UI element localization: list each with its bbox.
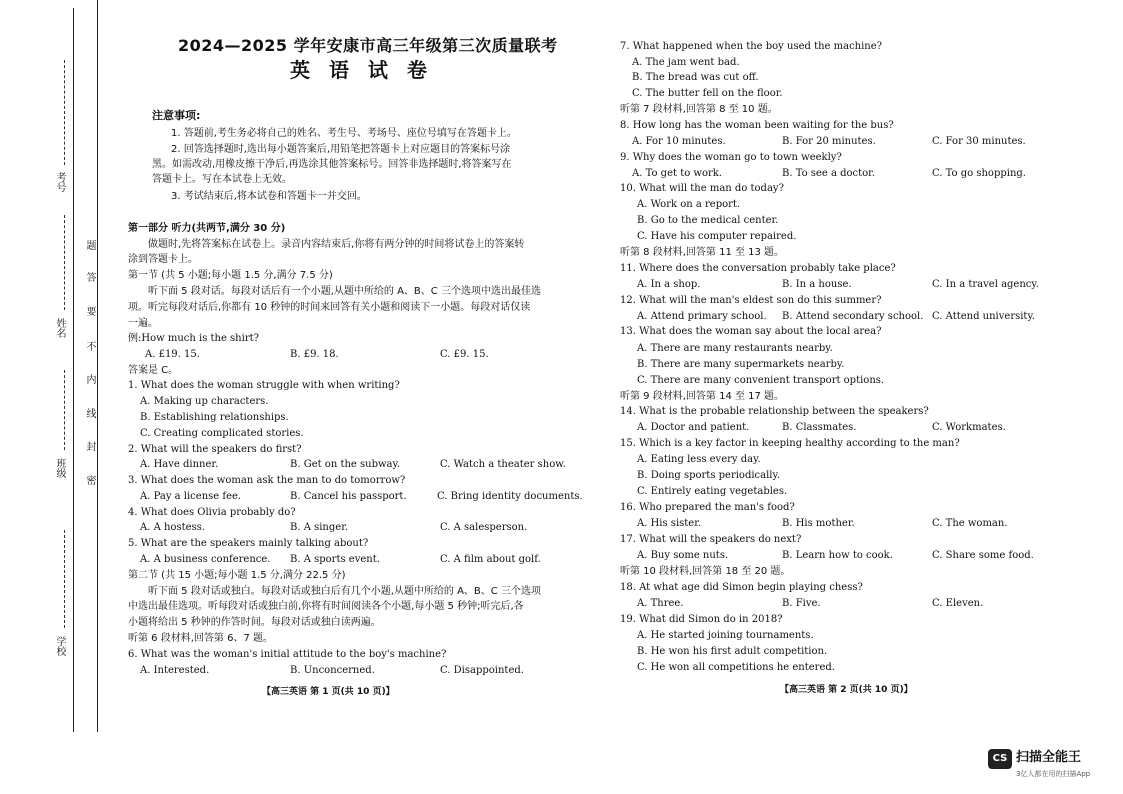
option-a: A. Three. <box>637 598 684 609</box>
option-a: A. Attend primary school. <box>637 311 767 322</box>
question-text: 2. What will the speakers do first? <box>128 444 302 455</box>
option-a: A. Pay a license fee. <box>140 491 242 502</box>
page-footer: 【高三英语 第 1 页(共 10 页)】 <box>262 687 395 697</box>
example-answer: 答案是 C。 <box>128 365 179 376</box>
option-c: C. A film about golf. <box>440 554 541 565</box>
question-text: 6. What was the woman's initial attitude to the boy's machine? <box>128 649 447 660</box>
option-c: C. Share some food. <box>932 550 1034 561</box>
option-c: C. Workmates. <box>932 422 1006 433</box>
option-b: B. The bread was cut off. <box>632 72 759 83</box>
option-c: C. Entirely eating vegetables. <box>637 486 788 497</box>
option-c: C. Creating complicated stories. <box>140 428 304 439</box>
material-heading: 听第 10 段材料,回答第 18 至 20 题。 <box>620 566 791 577</box>
seal-char: 内 <box>84 374 95 384</box>
option-b: B. Learn how to cook. <box>782 550 893 561</box>
option-a: A. In a shop. <box>637 279 701 290</box>
option-a: A. There are many restaurants nearby. <box>637 343 833 354</box>
seal-char: 不 <box>84 341 95 351</box>
section2-intro: 小题将给出 5 秒钟的作答时间。每段对话或独白读两遍。 <box>128 617 381 628</box>
option-c: C. Have his computer repaired. <box>637 231 797 242</box>
option-b: B. Attend secondary school. <box>782 311 924 322</box>
option-b: B. To see a doctor. <box>782 168 876 179</box>
option-a: A. The jam went bad. <box>632 57 740 68</box>
option-a: A. He started joining tournaments. <box>637 630 814 641</box>
option-c: C. For 30 minutes. <box>932 136 1026 147</box>
question-text: 17. What will the speakers do next? <box>620 534 802 545</box>
question-text: 4. What does Olivia probably do? <box>128 507 296 518</box>
option-c: C. Bring identity documents. <box>437 491 583 502</box>
option-a: A. Buy some nuts. <box>637 550 729 561</box>
question-text: 10. What will the man do today? <box>620 183 784 194</box>
notice-line: 1. 答题前,考生务必将自己的姓名、考生号、考场号、座位号填写在答题卡上。 <box>171 128 517 139</box>
notice-heading: 注意事项: <box>152 109 201 122</box>
part1-intro: 做题时,先将答案标在试卷上。录音内容结束后,你将有两分钟的时间将试卷上的答案转 <box>148 239 525 250</box>
example-question: 例:How much is the shirt? <box>128 333 259 344</box>
option-c: C. Attend university. <box>932 311 1035 322</box>
scanner-app-name: 扫描全能王 <box>1016 750 1082 765</box>
option-c: C. Watch a theater show. <box>440 459 566 470</box>
question-text: 14. What is the probable relationship between the speakers? <box>620 406 929 417</box>
option-b: B. A sports event. <box>290 554 380 565</box>
option-b: B. His mother. <box>782 518 855 529</box>
class-label: 班级 <box>54 458 65 478</box>
seal-char: 线 <box>84 408 95 418</box>
option-c: C. To go shopping. <box>932 168 1026 179</box>
material-heading: 听第 6 段材料,回答第 6、7 题。 <box>128 633 273 644</box>
notice-line: 2. 回答选择题时,选出每小题答案后,用铅笔把答题卡上对应题目的答案标号涂 <box>171 144 511 155</box>
scanner-tagline: 3亿人都在用的扫描App <box>1016 770 1091 778</box>
option-a: A. Making up characters. <box>140 396 269 407</box>
name-blank <box>64 215 65 310</box>
subject-title: 英 语 试 卷 <box>290 58 433 82</box>
example-option-a: A. £19. 15. <box>145 349 200 360</box>
question-text: 8. How long has the woman been waiting for the bus? <box>620 120 894 131</box>
option-c: C. A salesperson. <box>440 522 528 533</box>
option-a: A. Doctor and patient. <box>637 422 750 433</box>
question-text: 16. Who prepared the man's food? <box>620 502 795 513</box>
option-c: C. In a travel agency. <box>932 279 1039 290</box>
option-c: C. He won all competitions he entered. <box>637 662 835 673</box>
section2-intro: 中选出最佳选项。听每段对话或独白前,你将有时间阅读各个小题,每小题 5 秒钟;听完后,各 <box>128 601 524 612</box>
option-c: C. The butter fell on the floor. <box>632 88 783 99</box>
scanner-logo-icon: CS <box>988 749 1012 769</box>
question-text: 18. At what age did Simon begin playing chess? <box>620 582 863 593</box>
question-text: 15. Which is a key factor in keeping healthy according to the man? <box>620 438 960 449</box>
option-a: A. Eating less every day. <box>637 454 761 465</box>
option-b: B. Go to the medical center. <box>637 215 779 226</box>
section2-heading: 第二节 (共 15 小题;每小题 1.5 分,满分 22.5 分) <box>128 570 346 581</box>
question-text: 19. What did Simon do in 2018? <box>620 614 783 625</box>
option-c: C. Eleven. <box>932 598 984 609</box>
exam-number-blank <box>64 60 65 165</box>
option-b: B. In a house. <box>782 279 852 290</box>
material-heading: 听第 7 段材料,回答第 8 至 10 题。 <box>620 104 778 115</box>
option-b: B. For 20 minutes. <box>782 136 876 147</box>
option-b: B. Five. <box>782 598 821 609</box>
binding-line-right <box>97 0 98 732</box>
exam-number-label: 考号 <box>54 172 65 192</box>
question-text: 7. What happened when the boy used the machine? <box>620 41 883 52</box>
page-footer: 【高三英语 第 2 页(共 10 页)】 <box>780 685 913 695</box>
section1-intro: 一遍。 <box>128 318 158 329</box>
option-a: A. To get to work. <box>632 168 723 179</box>
section2-intro: 听下面 5 段对话或独白。每段对话或独白后有几个小题,从题中所给的 A、B、C 三个选项 <box>148 586 541 597</box>
option-b: B. Doing sports periodically. <box>637 470 781 481</box>
part1-intro: 涂到答题卡上。 <box>128 254 198 265</box>
option-b: B. Unconcerned. <box>290 665 375 676</box>
seal-char: 封 <box>84 441 95 451</box>
question-text: 13. What does the woman say about the local area? <box>620 326 882 337</box>
seal-char: 答 <box>84 272 95 282</box>
option-a: A. For 10 minutes. <box>632 136 726 147</box>
notice-line: 答题卡上。写在本试卷上无效。 <box>152 174 292 185</box>
option-a: A. Work on a report. <box>637 199 741 210</box>
option-b: B. There are many supermarkets nearby. <box>637 359 845 370</box>
question-text: 1. What does the woman struggle with when writing? <box>128 380 400 391</box>
binding-line-left <box>73 8 74 732</box>
question-text: 5. What are the speakers mainly talking about? <box>128 538 369 549</box>
question-text: 11. Where does the conversation probably take place? <box>620 263 896 274</box>
section1-intro: 听下面 5 段对话。每段对话后有一个小题,从题中所给的 A、B、C 三个选项中选出最佳选 <box>148 286 541 297</box>
option-b: B. A singer. <box>290 522 349 533</box>
notice-line: 3. 考试结束后,将本试卷和答题卡一并交回。 <box>171 191 367 202</box>
option-b: B. Cancel his passport. <box>290 491 407 502</box>
notice-line: 黑。如需改动,用橡皮擦干净后,再选涂其他答案标号。回答非选择题时,将答案写在 <box>152 159 512 170</box>
example-option-b: B. £9. 18. <box>290 349 339 360</box>
option-a: A. Interested. <box>140 665 210 676</box>
name-label: 姓名 <box>54 318 65 338</box>
example-option-c: C. £9. 15. <box>440 349 489 360</box>
option-c: C. Disappointed. <box>440 665 524 676</box>
option-a: A. A business conference. <box>140 554 271 565</box>
option-b: B. He won his first adult competition. <box>637 646 828 657</box>
option-a: A. A hostess. <box>140 522 205 533</box>
option-c: C. The woman. <box>932 518 1008 529</box>
section1-intro: 项。听完每段对话后,你都有 10 秒钟的时间来回答有关小题和阅读下一小题。每段对话仅读 <box>128 302 531 313</box>
seal-char: 要 <box>84 306 95 316</box>
question-text: 3. What does the woman ask the man to do tomorrow? <box>128 475 406 486</box>
option-a: A. Have dinner. <box>140 459 219 470</box>
option-b: B. Establishing relationships. <box>140 412 289 423</box>
seal-char: 密 <box>84 475 95 485</box>
school-blank <box>64 530 65 628</box>
option-c: C. There are many convenient transport options. <box>637 375 885 386</box>
option-b: B. Get on the subway. <box>290 459 400 470</box>
question-text: 12. What will the man's eldest son do this summer? <box>620 295 882 306</box>
school-label: 学校 <box>54 636 65 656</box>
material-heading: 听第 9 段材料,回答第 14 至 17 题。 <box>620 391 785 402</box>
exam-title: 2024—2025 学年安康市高三年级第三次质量联考 <box>178 36 558 55</box>
option-a: A. His sister. <box>637 518 702 529</box>
part1-heading: 第一部分 听力(共两节,满分 30 分) <box>128 223 286 234</box>
section1-heading: 第一节 (共 5 小题;每小题 1.5 分,满分 7.5 分) <box>128 270 333 281</box>
seal-char: 题 <box>84 240 95 250</box>
question-text: 9. Why does the woman go to town weekly? <box>620 152 842 163</box>
material-heading: 听第 8 段材料,回答第 11 至 13 题。 <box>620 247 785 258</box>
option-b: B. Classmates. <box>782 422 857 433</box>
class-blank <box>64 370 65 450</box>
